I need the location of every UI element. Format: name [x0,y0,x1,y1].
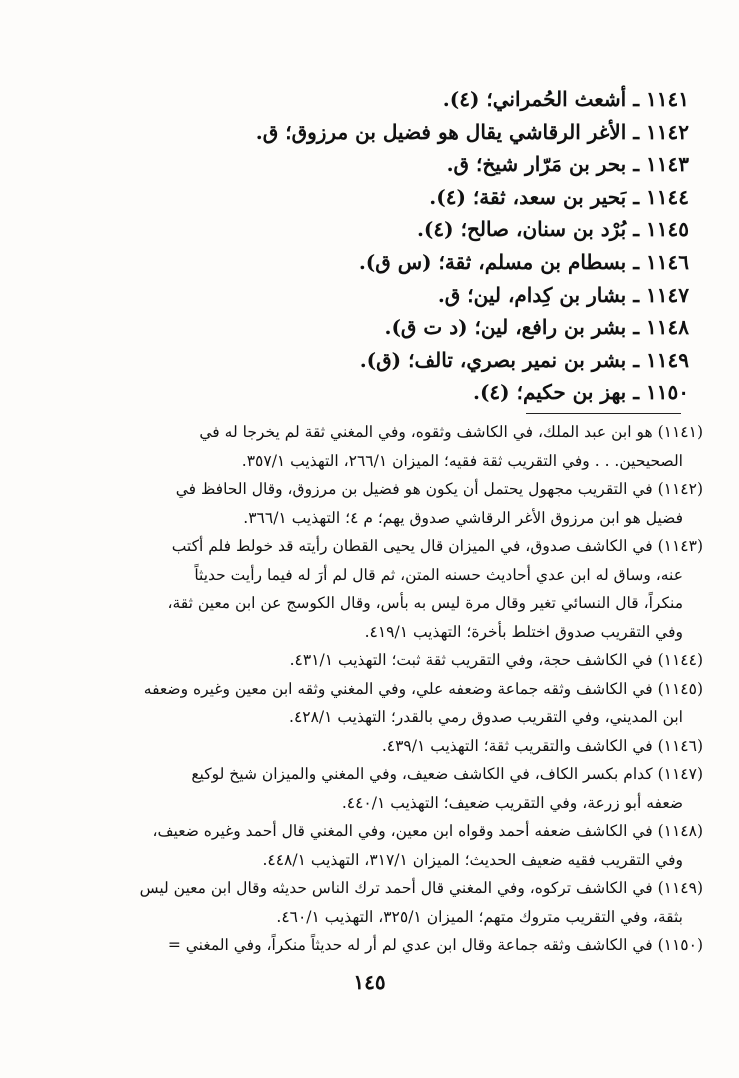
footnote-line: (١١٤٨) في الكاشف ضعفه أحمد وقواه ابن معين، وفي المغني قال أحمد وغيره ضعيف، [152,822,703,840]
entry-line: ١١٤٩ ـ بشر بن نمير بصري، تالف؛ (ق). [359,347,689,372]
footnote-line: (١١٤٩) في الكاشف تركوه، وفي المغني قال أحمد ترك الناس حديثه وقال ابن معين ليس [139,879,703,897]
footnote [103,475,703,532]
footnote [103,874,703,931]
footnote [103,931,703,960]
footnote-continuation: الصحيحين. . . وفي التقريب ثقة فقيه؛ الميزان ٢٦٦/١، التهذيب ٣٥٧/١. [241,451,683,470]
footnote-continuation: وفي التقريب فقيه ضعيف الحديث؛ الميزان ٣١٧/١، التهذيب ٤٤٨/١. [262,850,683,869]
footnote [103,675,703,732]
footnote-line: (١١٤٥) في الكاشف وثقه جماعة وضعفه علي، وفي المغني وثقه ابن معين وغيره وضعفه [143,679,703,698]
footnote-continuation: منكراً، قال النسائي تغير وقال مرة ليس به بأس، وقال الكوسج عن ابن معين ثقة، [167,594,683,612]
entry-line: ١١٤٣ ـ بحر بن مَرّار شيخ؛ ق. [446,152,689,177]
footnote-line: (١١٤٢) في التقريب مجهول يحتمل أن يكون هو فضيل بن مرزوق، وقال الحافظ في [175,480,703,498]
footnote-line: (١١٤٧) كدام بكسر الكاف، في الكاشف ضعيف، وفي المغني والميزان شيخ لوكيع [191,765,703,783]
page-number: ١٤٥ [353,970,386,994]
entry-line: ١١٤٤ ـ بَحير بن سعد، ثقة؛ (٤). [429,184,689,209]
footnote [103,646,703,675]
entry-line: ١١٤٢ ـ الأغر الرقاشي يقال هو فضيل بن مرزوق؛ ق. [255,119,689,144]
footnote-line: (١١٤٣) في الكاشف صدوق، في الميزان قال يحيى القطان رأيته قد خولط فلم أكتب [171,537,703,555]
footnote-continuation: وفي التقريب صدوق اختلط بأخرة؛ التهذيب ٤١٩/١. [364,622,683,641]
footnote-continuation: عنه، وساق له ابن عدي أحاديث حسنه المتن، ثم قال لم أرَ له فيما رأيت حديثاً [194,565,683,584]
footnote [103,532,703,646]
footnotes [103,418,703,960]
entry-line: ١١٥٠ ـ بهز بن حكيم؛ (٤). [472,380,689,405]
footnote-line: (١١٤١) هو ابن عبد الملك، في الكاشف وثقوه، وفي المغني ثقة لم يخرجا له في [199,423,703,441]
narrator-entries [49,83,689,409]
entry-line: ١١٤٧ ـ بشار بن كِدام، لين؛ ق. [437,282,689,307]
footnote [103,418,703,475]
footnote-separator [526,413,681,414]
footnote-continuation: ضعفه أبو زرعة، وفي التقريب ضعيف؛ التهذيب ٤٤٠/١. [341,793,683,812]
entry-line: ١١٤٨ ـ بشر بن رافع، لين؛ (د ت ق). [384,315,689,340]
footnote-continuation: ابن المديني، وفي التقريب صدوق رمي بالقدر؛ التهذيب ٤٢٨/١. [289,708,683,726]
footnote-continuation: بثقة، وفي التقريب متروك متهم؛ الميزان ٣٢٥/١، التهذيب ٤٦٠/١. [276,907,683,926]
entry-line: ١١٤٥ ـ بُرْد بن سنان، صالح؛ (٤). [416,217,689,242]
footnote-line: (١١٥٠) في الكاشف وثقه جماعة وقال ابن عدي لم أر له حديثاً منكراً، وفي المغني = [167,936,703,954]
footnote-continuation: فضيل هو ابن مرزوق الأغر الرقاشي صدوق يهم؛ م ٤؛ التهذيب ٣٦٦/١. [243,508,683,527]
footnote-line: (١١٤٤) في الكاشف حجة، وفي التقريب ثقة ثبت؛ التهذيب ٤٣١/١. [289,651,703,669]
footnote-line: (١١٤٦) في الكاشف والتقريب ثقة؛ التهذيب ٤٣٩/١. [381,736,703,755]
footnote [103,732,703,761]
entry-line: ١١٤٦ ـ بسطام بن مسلم، ثقة؛ (س ق). [358,249,689,274]
entry-line: ١١٤١ ـ أشعث الحُمراني؛ (٤). [442,87,689,111]
footnote [103,760,703,817]
footnote [103,817,703,874]
